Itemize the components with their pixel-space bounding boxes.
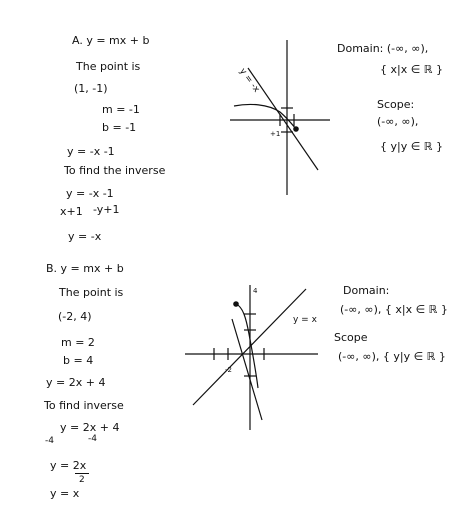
part-b-inverse-step-3-denominator: 2	[79, 475, 85, 485]
part-b-scope-set: (-∞, ∞), { y|y ∈ ℝ }	[338, 350, 446, 363]
part-a-inverse-step-1: y = -x -1	[66, 187, 114, 200]
part-b-to-find: To find inverse	[44, 399, 124, 412]
part-b-domain-set: (-∞, ∞), { x|x ∈ ℝ }	[340, 303, 448, 316]
part-b-point: (-2, 4)	[58, 310, 92, 323]
part-b-inverse-step-3-numerator: y = 2x	[50, 459, 87, 472]
part-a-point: (1, -1)	[74, 82, 108, 95]
part-b-graph-tick-y: 4	[253, 287, 258, 295]
part-a-inverse-step-2-right: -y+1	[93, 203, 120, 216]
part-b-inverse-step-2-right: -4	[88, 434, 97, 444]
part-b-inverse-step-1: y = 2x + 4	[60, 421, 120, 434]
part-a-domain-label: Domain: (-∞, ∞),	[337, 42, 429, 55]
part-a-scope-set: { y|y ∈ ℝ }	[380, 140, 444, 153]
part-a-inverse-result: y = -x	[68, 230, 102, 243]
part-b-header: B. y = mx + b	[46, 262, 124, 275]
part-a-inverse-step-2-left: x+1	[60, 205, 83, 218]
part-a-graph-tick-label: +1	[270, 130, 281, 138]
part-b-equation: y = 2x + 4	[46, 376, 106, 389]
part-a-domain-set: { x|x ∈ ℝ }	[380, 63, 444, 76]
part-b-line-y-eq-2x-plus-4	[232, 319, 262, 420]
part-a-point-text: The point is	[76, 60, 141, 73]
part-b-domain-label: Domain:	[343, 284, 390, 297]
part-a-scope-label: Scope:	[377, 98, 415, 111]
part-a-scope-interval: (-∞, ∞),	[377, 115, 419, 128]
part-b-graph-tick-x: -2	[225, 366, 232, 374]
part-b-point-marker	[233, 301, 239, 307]
part-b-scope-label: Scope	[334, 331, 368, 344]
part-a-to-find: To find the inverse	[64, 164, 166, 177]
part-b-inverse-step-2-left: -4	[45, 436, 54, 446]
part-a-equation: y = -x -1	[67, 145, 115, 158]
part-b-graph-line-label: y = x	[293, 315, 317, 325]
part-a-header: A. y = mx + b	[72, 34, 150, 47]
part-b-inverse-result: y = x	[50, 487, 80, 500]
part-a-slope: m = -1	[102, 103, 140, 116]
part-a-intercept: b = -1	[102, 121, 137, 134]
part-a-graph-line-label: y = -x	[237, 66, 262, 95]
part-b-point-text: The point is	[59, 286, 124, 299]
part-b-axes	[185, 285, 318, 430]
part-b-intercept: b = 4	[63, 354, 94, 367]
part-b-slope: m = 2	[61, 336, 95, 349]
